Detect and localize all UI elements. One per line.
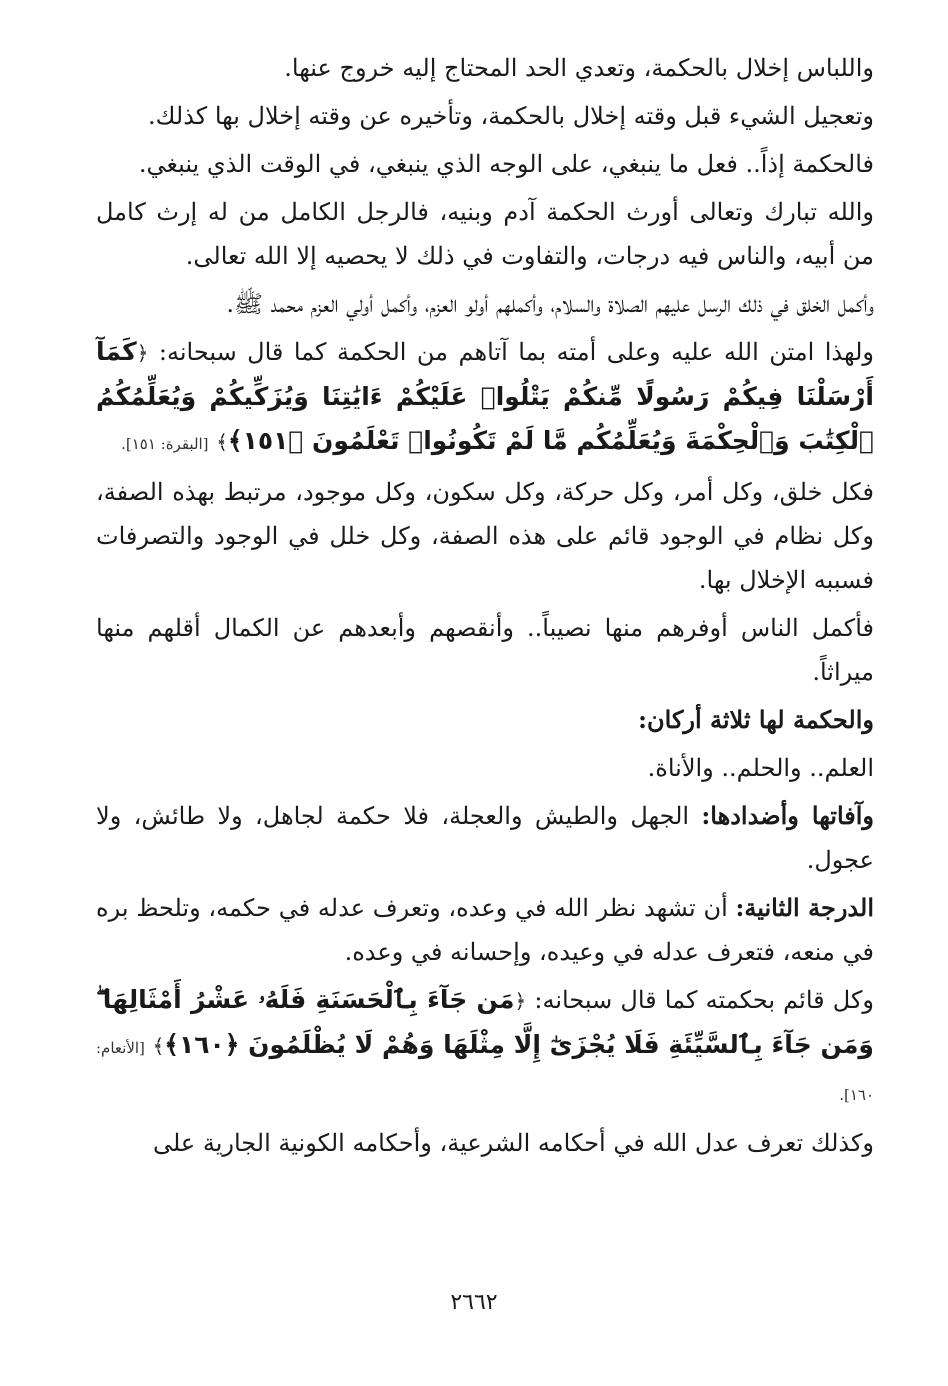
quran-verse-anam: مَن جَآءَ بِٱلْحَسَنَةِ فَلَهُۥ عَشْرُ أَمْثَالِهَا ۖ وَمَن جَآءَ بِٱلسَّيِّئَةِ فَلَا يُجْزَىٰٓ إِلَّا مِثْلَهَا وَهُمْ لَا يُظْلَمُونَ ﴿١٦٠﴾ [96, 985, 874, 1059]
paragraph-8: فأكمل الناس أوفرهم منها نصيباً.. وأنقصهم وأبعدهم عن الكمال أقلهم منها ميراثاً. [96, 614, 874, 686]
paragraph-4: والله تبارك وتعالى أورث الحكمة آدم وبنيه، فالرجل الكامل من له إرث كامل من أبيه، والناس فيه درجات، والتفاوت في ذلك لا يحصيه إلا الله تعالى. [96, 198, 874, 270]
paragraph-6 [96, 330, 874, 466]
verse-reference-baqarah: [البقرة: ١٥١]. [121, 435, 209, 453]
paragraph-5: وأكمل الخلق في ذلك الرسل عليهم الصلاة والسلام، وأكملهم أولو العزم، وأكمل أولي العزم محمد ﷺ. [226, 290, 874, 318]
paragraph-3: فالحكمة إذاً.. فعل ما ينبغي، على الوجه الذي ينبغي، في الوقت الذي ينبغي. [138, 150, 874, 178]
paragraph-10: العلم.. والحلم.. والأناة. [647, 754, 874, 782]
paragraph-12 [96, 886, 874, 974]
paragraph-13-intro: وكل قائم بحكمته كما قال سبحانه: [534, 986, 874, 1014]
quran-verse-baqarah: كَمَآ أَرْسَلْنَا فِيكُمْ رَسُولًا مِّنكُمْ يَتْلُوا۟ عَلَيْكُمْ ءَايَٰتِنَا وَيُزَكِّيكُمْ وَيُعَلِّمُكُمُ ٱلْكِتَٰبَ وَٱلْحِكْمَةَ وَيُعَلِّمُكُم مَّا لَمْ تَكُونُوا۟ تَعْلَمُونَ ﴿١٥١﴾ [96, 337, 874, 455]
paragraph-6-intro: ولهذا امتن الله عليه وعلى أمته بما آتاهم من الحكمة كما قال سبحانه: [158, 338, 874, 366]
verse-reference-anam: [الأنعام: ١٦٠]. [96, 1039, 874, 1104]
verse-open-bracket-2: ﴿ [514, 989, 527, 1013]
paragraph-1: واللباس إخلال بالحكمة، وتعدي الحد المحتاج إليه خروج عنها. [284, 54, 874, 82]
paragraph-9-heading: والحكمة لها ثلاثة أركان: [638, 705, 874, 734]
verse-close-bracket-2: ﴾ [152, 1034, 165, 1058]
verse-close-bracket: ﴾ [216, 430, 228, 454]
verse-open-bracket: ﴿ [136, 341, 149, 365]
paragraph-12-rest: أن تشهد نظر الله في وعده، وتعرف عدله في حكمه، وتلحظ بره في منعه، فتعرف عدله في وعيده، وإحسانه في وعده. [96, 894, 874, 966]
paragraph-11-lead: وآفاتها وأضدادها: [701, 801, 874, 830]
paragraph-2: وتعجيل الشيء قبل وقته إخلال بالحكمة، وتأخيره عن وقته إخلال بها كذلك. [148, 102, 874, 130]
paragraph-13 [96, 978, 874, 1117]
paragraph-14: وكذلك تعرف عدل الله في أحكامه الشرعية، وأحكامه الكونية الجارية على [152, 1129, 874, 1157]
page-body [96, 46, 874, 1346]
paragraph-12-lead: الدرجة الثانية: [735, 893, 874, 922]
paragraph-11 [96, 794, 874, 882]
paragraph-7: فكل خلق، وكل أمر، وكل حركة، وكل سكون، وكل موجود، مرتبط بهذه الصفة، وكل نظام في الوجود قائم على هذه الصفة، وكل خلل في الوجود والتصرفات فسببه الإخلال بها. [96, 478, 874, 594]
paragraph-11-rest: الجهل والطيش والعجلة، فلا حكمة لجاهل، ولا طائش، ولا عجول. [96, 802, 874, 874]
page-number: ٢٦٦٢ [450, 1290, 498, 1315]
